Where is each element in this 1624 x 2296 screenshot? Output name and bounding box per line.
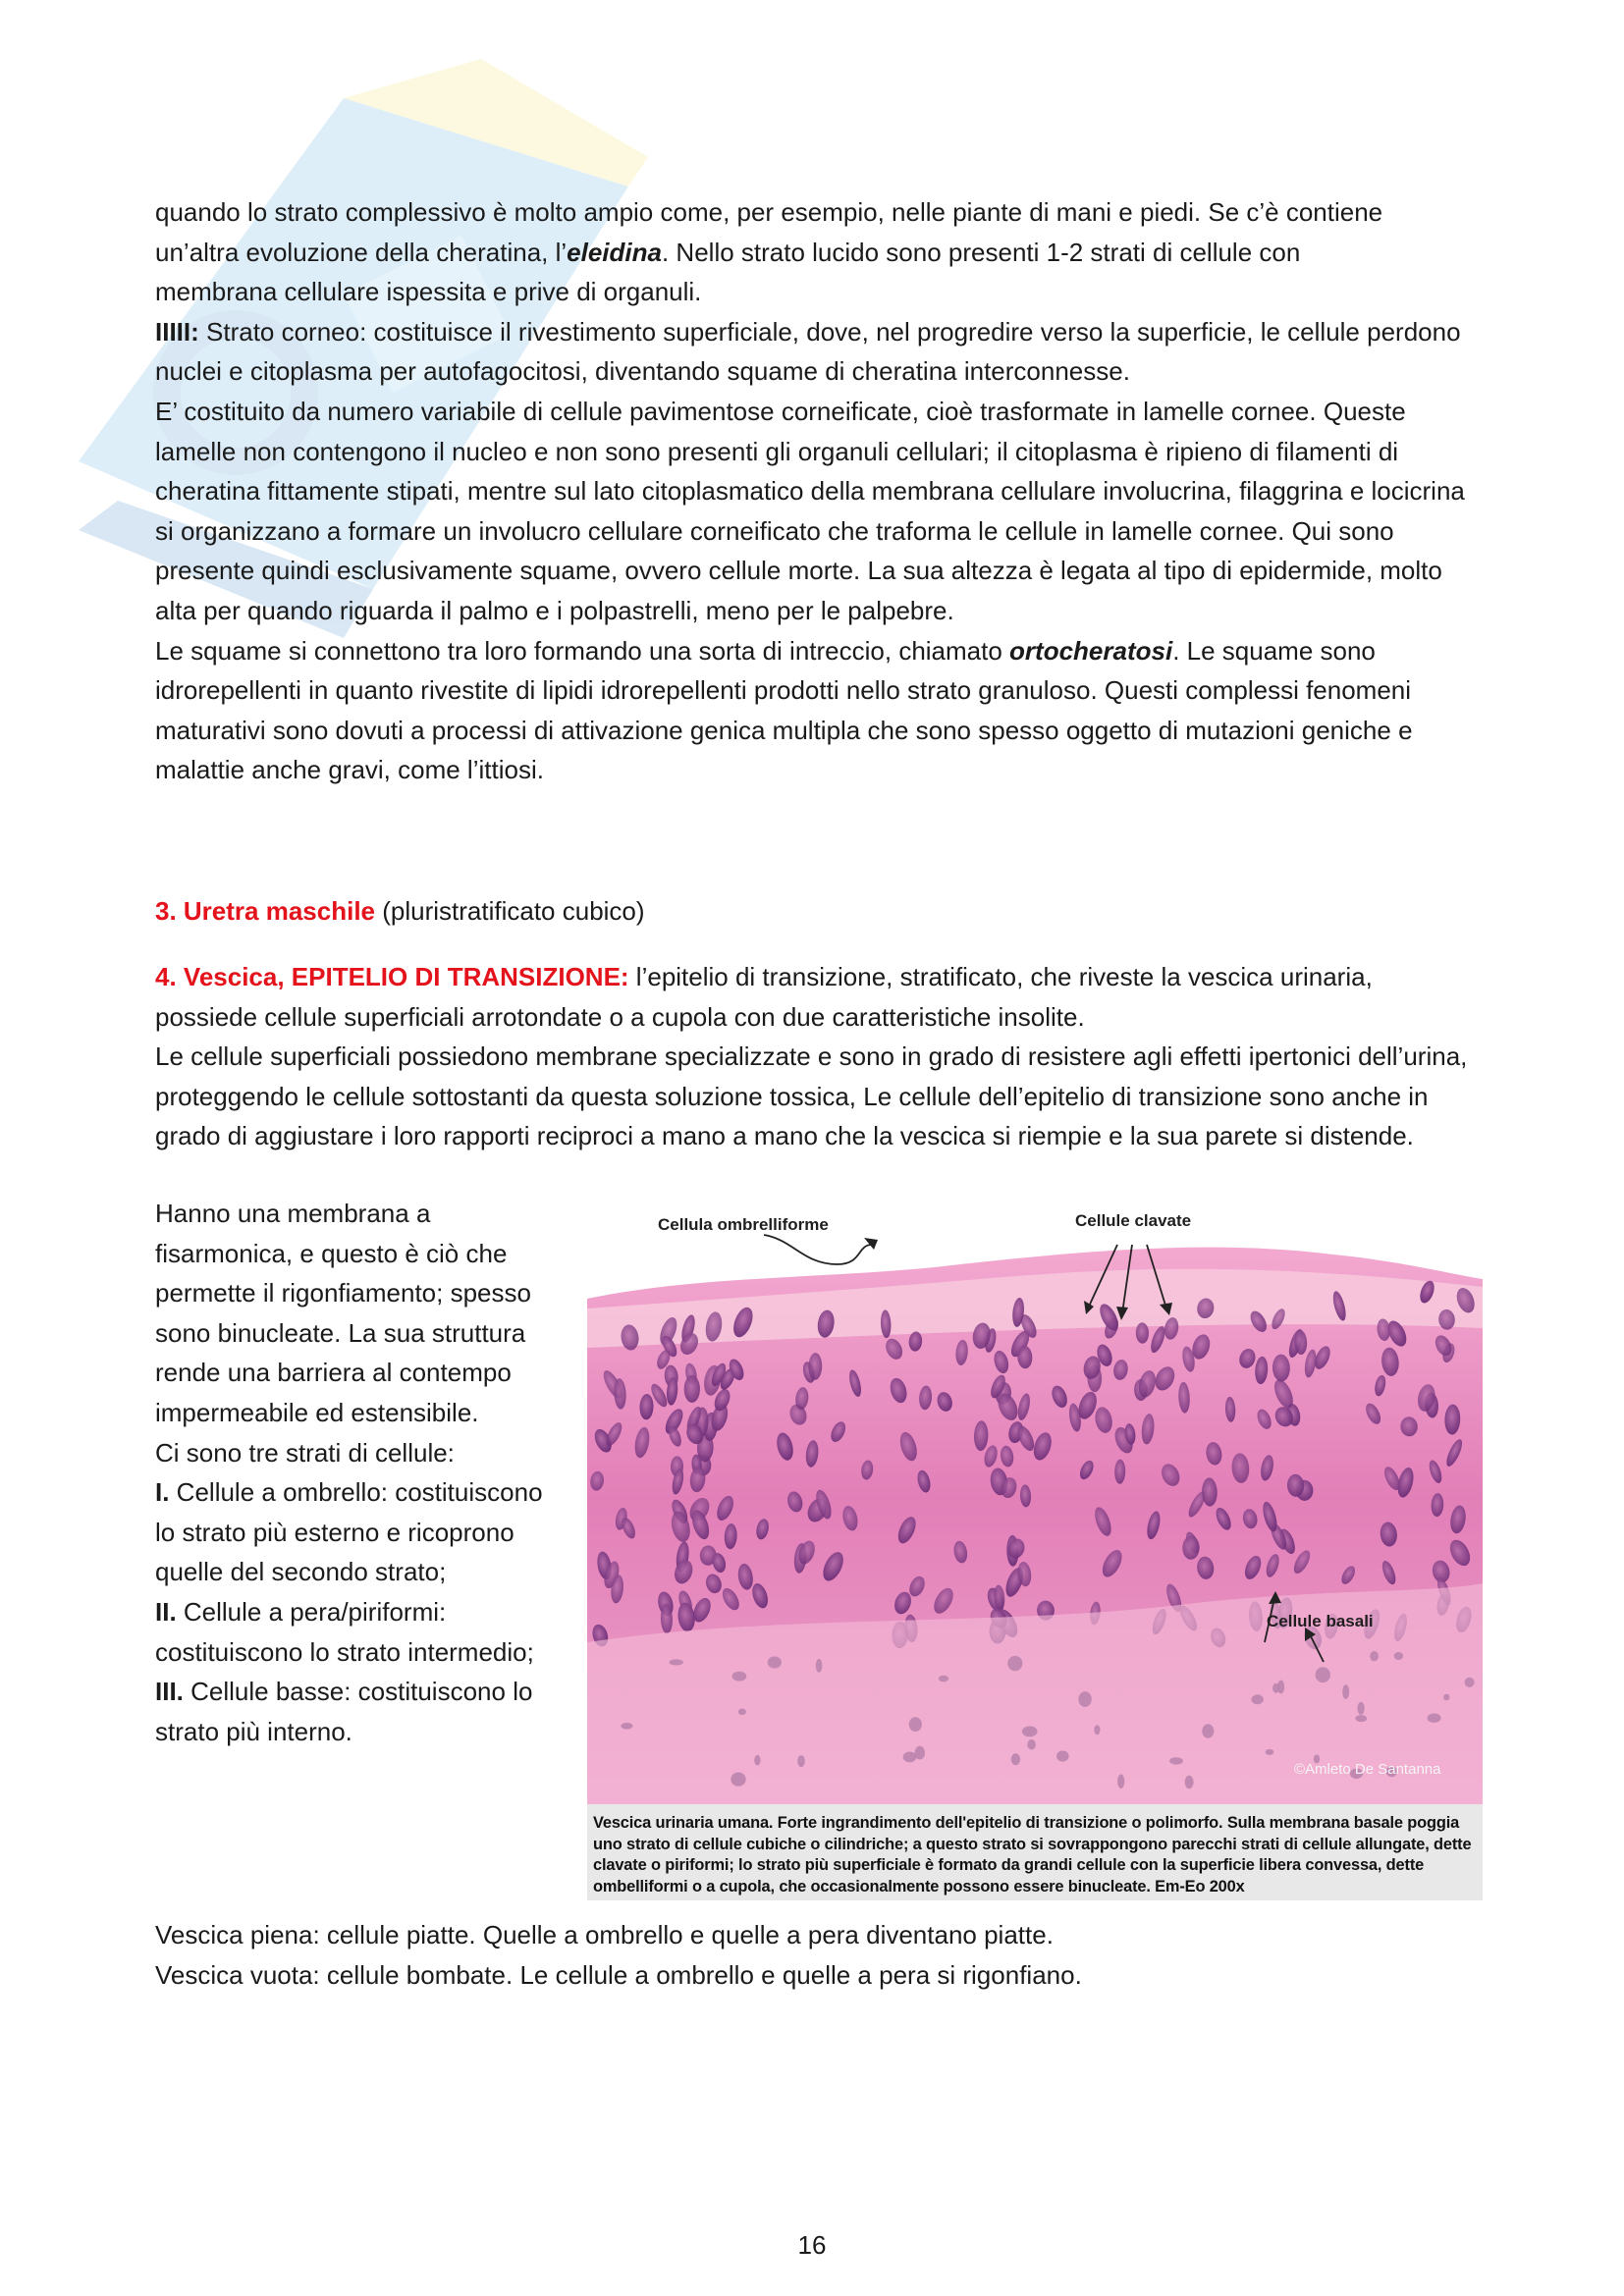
- label-clavate-cells: Cellule clavate: [1075, 1211, 1192, 1230]
- section-subtitle: (pluristratificato cubico): [375, 896, 645, 926]
- layer-item: III. Cellule basse: costituiscono lo strato più interno.: [155, 1677, 533, 1746]
- label-umbrella-cell: Cellula ombrelliforme: [658, 1215, 829, 1234]
- section-title: 3. Uretra maschile: [155, 896, 376, 926]
- layer-item: II. Cellule a pera/piriformi: costituiscono lo strato intermedio;: [155, 1596, 534, 1667]
- nucleus: [684, 1375, 700, 1403]
- text-line: membrana cellulare ispessita e prive di organuli.: [155, 277, 702, 307]
- note-empty-bladder: Vescica vuota: cellule bombate. Le cellule a ombrello e quelle a pera si rigonfiano.: [155, 1959, 1082, 1990]
- layer-numeral: IIIII:: [155, 316, 199, 347]
- paragraph: Le squame si connettono tra loro formando una sorta di intreccio, chiamato ortocheratosi. Le squame sono idrorepellenti in quanto rivestite di lipidi idrorepellenti prodotti nello strato granuloso. Questi complessi fenomeni maturativi sono dovuti a processi di attivazione genica multipla che sono spesso oggetto di mutazioni geniche e malattie anche gravi, come l’ittiosi.: [155, 635, 1413, 785]
- histology-image: [587, 1181, 1483, 1804]
- layer-item: I. Cellule a ombrello: costituiscono lo strato più esterno e ricoprono quelle del secondo strato;: [155, 1477, 543, 1587]
- paragraph: Le cellule superficiali possiedono membrane specializzate e sono in grado di resistere agli effetti ipertonici dell’urina, proteggendo le cellule sottostanti da questa soluzione tossica, Le cellule dell’epitelio di transizione sono anche in grado di aggiustare i loro rapporti reciproci a mano a mano che la vescica si riempie e la sua parete si distende.: [155, 1041, 1468, 1151]
- label-basal-cells: Cellule basali: [1267, 1612, 1374, 1630]
- term-eleidina: eleidina: [567, 237, 662, 267]
- section-uretra: [155, 891, 1481, 932]
- section-title: 4. Vescica, EPITELIO DI TRANSIZIONE:: [155, 962, 629, 991]
- page-number: 16: [797, 2230, 827, 2260]
- layers-intro: Ci sono tre strati di cellule:: [155, 1437, 455, 1468]
- paragraph: Hanno una membrana a fisarmonica, e questo è ciò che permette il rigonfiamento; spesso sono binucleate. La sua struttura rende una barriera al contempo impermeabile ed estensibile.: [155, 1199, 531, 1427]
- epidermis-continuation: [155, 192, 1481, 790]
- stratum-corneum-paragraph: IIIII: Strato corneo: costituisce il rivestimento superficiale, dove, nel progredire verso la superficie, le cellule perdono nuclei e citoplasma per autofagocitosi, diventando squame di cheratina interconnesse.: [155, 316, 1461, 387]
- text-line: quando lo strato complessivo è molto ampio come, per esempio, nelle piante di mani e piedi. Se c’è contiene: [155, 197, 1383, 227]
- closing-notes: [155, 1915, 1481, 1995]
- paragraph: E’ costituito da numero variabile di cellule pavimentose corneificate, cioè trasformate in lamelle cornee. Queste lamelle non contengono il nucleo e non sono presenti gli organuli cellulari; il citoplasma è ripieno di filamenti di cheratina fittamente stipati, mentre sul lato citoplasmatico della membrana cellulare involucrina, filaggrina e locicrina si organizzano a formare un involucro cellulare corneificato che traforma le cellule in lamelle cornee. Qui sono presente quindi esclusivamente squame, ovvero cellule morte. La sua altezza è legata al tipo di epidermide, molto alta per quando riguarda il palmo e i polpastrelli, meno per le palpebre.: [155, 396, 1465, 625]
- histology-figure: [587, 1181, 1483, 1900]
- section-vescica: 4. Vescica, EPITELIO DI TRANSIZIONE: l’epitelio di transizione, stratificato, che riveste la vescica urinaria, possiede cellule superficiali arrotondate o a cupola con due caratteristiche insolite. Le cellule superficiali possiedono membrane specializzate e sono in grado di resistere agli effetti ipertonici dell’urina, proteggendo le cellule sottostanti da questa soluzione tossica, Le cellule dell’epitelio di transizione sono anche in grado di aggiustare i loro rapporti reciproci a mano a mano che la vescica si riempie e la sua parete si distende.: [155, 957, 1481, 1156]
- figure-caption: Vescica urinaria umana. Forte ingrandimento dell'epitelio di transizione o polimorfo. Sulla membrana basale poggia uno strato di cellule cubiche o cilindriche; a questo strato si sovrappongono parecchi strati di cellule allungate, dette clavate o piriformi; lo strato più superficiale è formato da grandi cellule con la superficie libera convessa, dette ombelliformi o a cupola, che occasionalmente possono essere binucleate. Em-Eo 200x: [587, 1804, 1483, 1900]
- copyright-mark: ©Amleto De Santanna: [1294, 1761, 1441, 1778]
- text-line: un’altra evoluzione della cheratina, l’eleidina. Nello strato lucido sono presenti 1-2 strati di cellule con: [155, 237, 1301, 267]
- note-full-bladder: Vescica piena: cellule piatte. Quelle a ombrello e quelle a pera diventano piatte.: [155, 1920, 1054, 1949]
- term-ortocheratosi: ortocheratosi: [1009, 635, 1173, 666]
- cell-layers-column: [155, 1194, 568, 1751]
